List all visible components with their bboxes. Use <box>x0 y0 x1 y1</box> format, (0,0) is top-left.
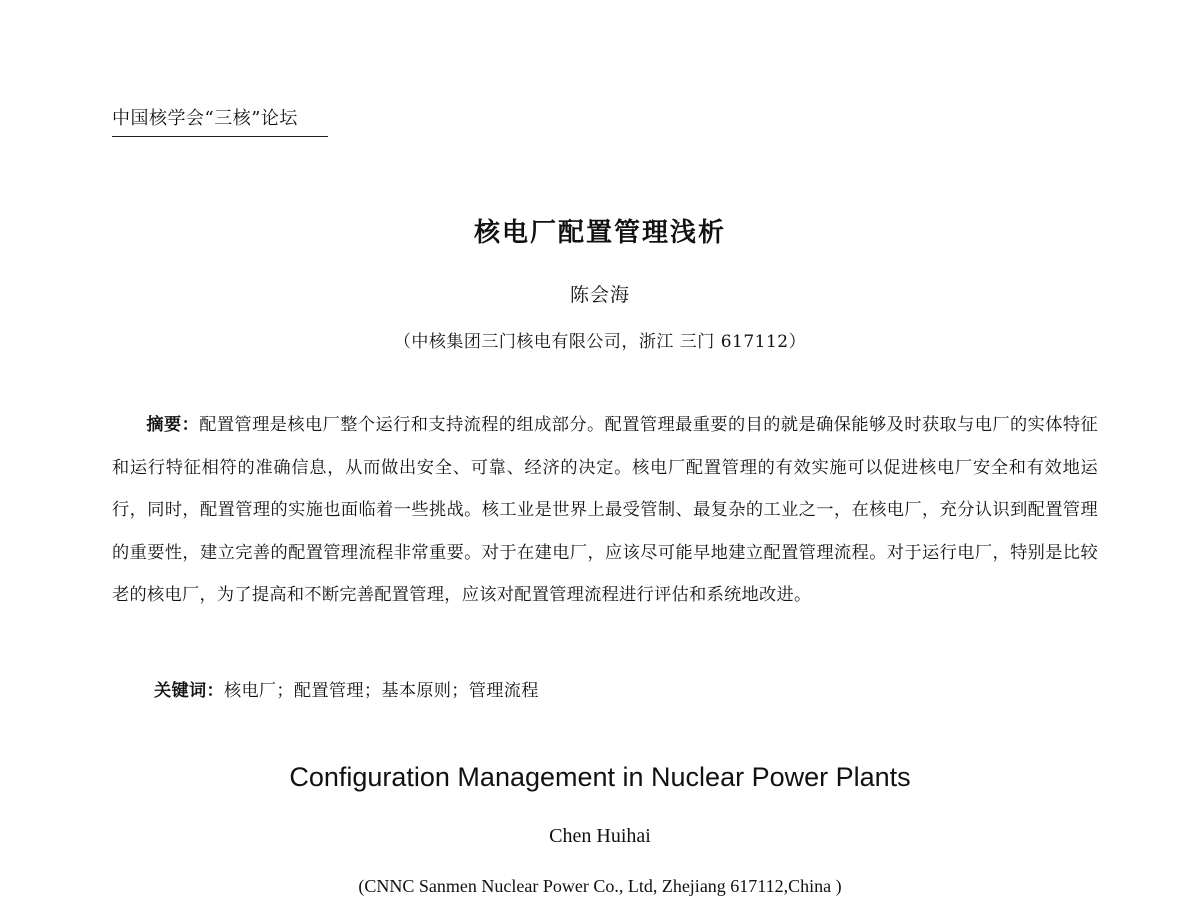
paper-title-chinese: 核电厂配置管理浅析 <box>473 218 726 248</box>
abstract-text: 配置管理是核电厂整个运行和支持流程的组成部分。配置管理最重要的目的就是确保能够及时获取与电厂的实体特征和运行特征相符的准确信息，从而做出安全、可靠、经济的决定。核电厂配置管理的有效实施可以促进核电厂安全和有效地运行，同时，配置管理的实施也面临着一些挑战。核工业是世界上最受管制、最复杂的工业之一，在核电厂，充分认识到配置管理的重要性，建立完善的配置管理流程非常重要。对于在建电厂，应该尽可能早地建立配置管理流程。对于运行电厂，特别是比较老的核电厂，为了提高和不断完善配置管理，应该对配置管理流程进行评估和系统地改进。 <box>112 415 1098 605</box>
keywords-label: 关键词： <box>154 681 224 701</box>
abstract-paragraph <box>112 404 1098 617</box>
affiliation-english: (CNNC Sanmen Nuclear Power Co., Ltd, Zhejiang 617112,China ) <box>358 876 842 896</box>
affiliation-chinese: （中核集团三门核电有限公司，浙江 三门 617112） <box>393 332 807 352</box>
keywords-text: 核电厂；配置管理；基本原则；管理流程 <box>223 681 539 701</box>
abstract-label: 摘要： <box>146 415 200 435</box>
author-chinese: 陈会海 <box>569 284 630 306</box>
header-underline <box>112 136 328 137</box>
forum-header: 中国核学会“三核”论坛 <box>112 108 298 129</box>
paper-title-english: Configuration Management in Nuclear Power Plants <box>289 762 911 792</box>
author-english: Chen Huihai <box>549 825 651 847</box>
keywords-line <box>154 676 539 701</box>
